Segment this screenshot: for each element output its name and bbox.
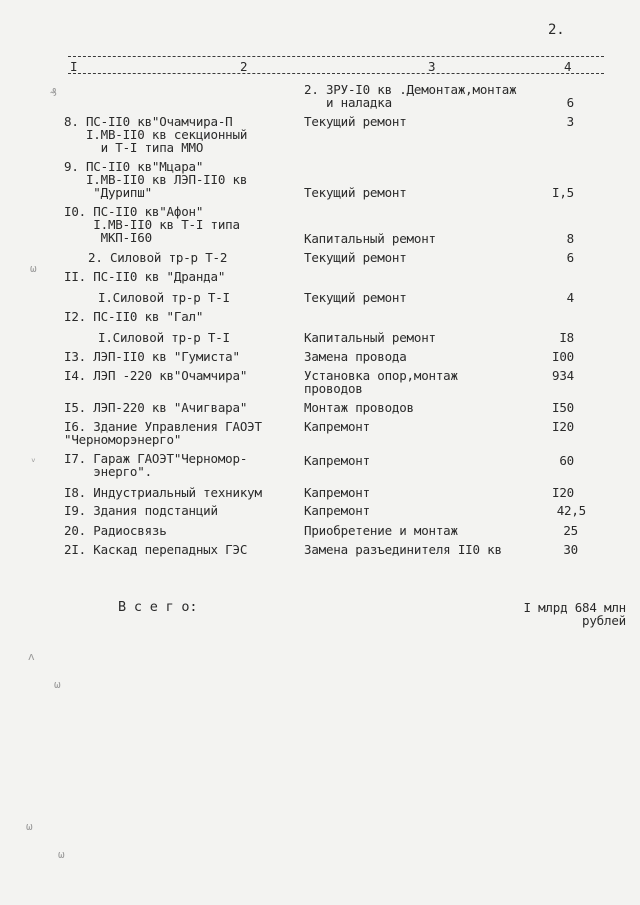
cell-description: Капремонт xyxy=(304,453,370,468)
cell-description: Капремонт xyxy=(304,503,370,518)
cell-amount: 30 xyxy=(563,542,578,557)
cell-amount: 8 xyxy=(566,231,574,246)
cell-description: Капремонт xyxy=(304,485,370,500)
column-header-4: 4 xyxy=(564,59,572,74)
cell-description: Текущий ремонт xyxy=(304,114,407,129)
cell-object: II. ПС-II0 кв "Дранда" xyxy=(64,269,226,284)
cell-description: Текущий ремонт xyxy=(304,185,407,200)
cell-object: I9. Здания подстанций xyxy=(64,503,218,518)
total-label: В с е г о: xyxy=(118,599,198,615)
cell-amount: I00 xyxy=(552,349,574,364)
cell-amount: I20 xyxy=(552,485,574,500)
cell-object: I5. ЛЭП-220 кв "Ачигвара" xyxy=(64,400,248,415)
scan-speck: ᴧ xyxy=(28,650,35,663)
cell-object: I3. ЛЭП-II0 кв "Гумиста" xyxy=(64,349,240,364)
column-header-3: 3 xyxy=(428,59,436,74)
cell-object: I7. Гараж ГАОЭТ"Черномор- энерго". xyxy=(64,451,248,479)
cell-object: I.Силовой тр-р Т-I xyxy=(98,290,230,305)
cell-amount: I8 xyxy=(559,330,574,345)
cell-object: I2. ПС-II0 кв "Гал" xyxy=(64,309,204,324)
cell-amount: I20 xyxy=(552,419,574,434)
scan-speck: ₰ xyxy=(50,86,57,99)
scan-speck: ω xyxy=(54,678,61,691)
cell-object: 2. Силовой тр-р Т-2 xyxy=(88,250,228,265)
cell-object: I0. ПС-II0 кв"Афон" I.МВ-II0 кв Т-I типа МКП-I60 xyxy=(64,204,240,245)
cell-amount: 42,5 xyxy=(556,503,586,518)
cell-description: Капитальный ремонт xyxy=(304,330,436,345)
cell-amount: 25 xyxy=(563,523,578,538)
header-rule-bottom xyxy=(68,73,604,74)
cell-amount: I,5 xyxy=(552,185,574,200)
total-value: I млрд 684 млн рублей xyxy=(523,600,626,628)
cell-description: Замена разъединителя II0 кв xyxy=(304,542,502,557)
cell-amount: 60 xyxy=(559,453,574,468)
cell-object: 20. Радиосвязь xyxy=(64,523,167,538)
column-header-1: I xyxy=(70,59,78,74)
cell-object: I6. Здание Управления ГАОЭТ "Черноморэнерго" xyxy=(64,419,262,447)
cell-amount: 3 xyxy=(566,114,574,129)
cell-object: I4. ЛЭП -220 кв"Очамчира" xyxy=(64,368,248,383)
cell-description: Монтаж проводов xyxy=(304,400,414,415)
cell-object: I8. Индустриальный техникум xyxy=(64,485,262,500)
cell-description: Капитальный ремонт xyxy=(304,231,436,246)
cell-description: Текущий ремонт xyxy=(304,250,407,265)
cell-object: 9. ПС-II0 кв"Мцара" I.МВ-II0 кв ЛЭП-II0 кв "Дурипш" xyxy=(64,159,248,200)
cell-amount: 4 xyxy=(566,290,574,305)
cell-description: Приобретение и монтаж xyxy=(304,523,458,538)
cell-object: 8. ПС-II0 кв"Очамчира-П I.МВ-II0 кв секционный и Т-I типа ММО xyxy=(64,114,248,155)
scan-speck: ω xyxy=(30,262,37,275)
column-header-2: 2 xyxy=(240,59,248,74)
scan-speck: ω xyxy=(58,848,65,861)
cell-description: Капремонт xyxy=(304,419,370,434)
cell-object: I.Силовой тр-р Т-I xyxy=(98,330,230,345)
header-rule-top xyxy=(68,56,604,57)
scan-speck: ᵥ xyxy=(30,452,37,465)
cell-object: 2I. Каскад перепадных ГЭС xyxy=(64,542,248,557)
cell-amount: 6 xyxy=(566,250,574,265)
cell-amount: 6 xyxy=(566,95,574,110)
cell-amount: I50 xyxy=(552,400,574,415)
cell-description: Замена провода xyxy=(304,349,407,364)
cell-description: Текущий ремонт xyxy=(304,290,407,305)
page-number: 2. xyxy=(548,22,565,38)
cell-description: Установка опор,монтаж проводов xyxy=(304,368,458,396)
scan-speck: ω xyxy=(26,820,33,833)
cell-description: 2. ЗРУ-I0 кв .Демонтаж,монтаж и наладка xyxy=(304,82,517,110)
cell-amount: 934 xyxy=(552,368,574,383)
